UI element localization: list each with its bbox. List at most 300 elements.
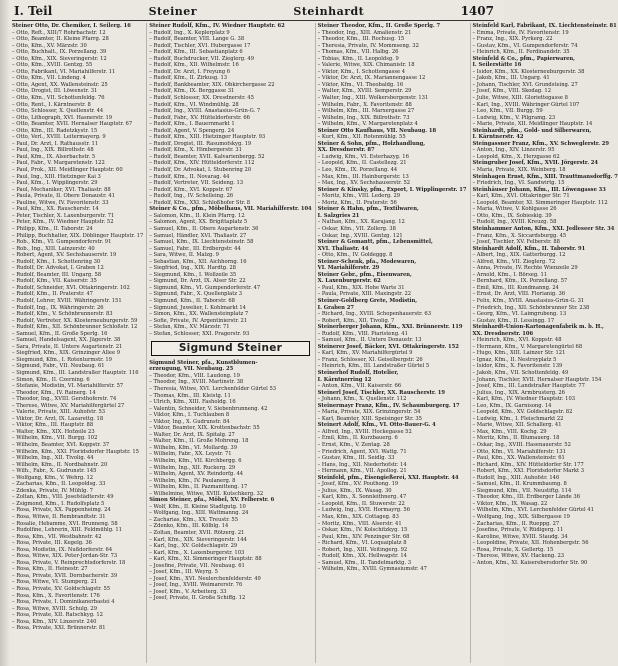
directory-entry: – Rudolf, Beamter, III. Ungarg. 58 [12,271,102,278]
directory-entry: – Peter, Kfm., IV. Wiedner Hauptstr. 52 [12,219,114,226]
directory-entry: – Rudolf, Kfm., XVI. Koppstr. 67 [149,186,233,193]
directory-entry: Steingassner Franz, Kfm., XV. Schweglerstr. 29 [472,140,610,147]
directory-entry: Steiner & Gomantt, pfm., Lebensmittel, [317,239,433,246]
directory-entry: – Siegmund, Kfm., I. Wollzeile 35 [149,271,237,278]
directory-entry: – Valerie, Witwe, XIX. Chimanistr. 18 [317,62,415,69]
directory-entry: – Siegmund, Kfm., I. Rotenturmstr. 19 [12,356,112,363]
directory-entry: – Rudolf, Kfm., II. Zirkusg. 13 [149,75,228,82]
directory-entry: – Josef, Ing., XVIII. Weimarerstr. 76 [149,582,243,589]
directory-entry: – Gustav, Kfm., II. Lessingg. 17 [472,317,555,324]
directory-entry: VI. Mariahilferstr. 29 [317,265,380,272]
column-4 [470,23,618,663]
directory-entry: – Wilhelm, Kfm., VII. Kirchbergg. 6 [149,458,242,464]
directory-entry: – Rudolf, Agent, V. Spengerg. 24 [149,127,235,134]
directory-entry: – Sara, Private, II. Untere Augartenstr. 21 [12,343,123,350]
directory-entry: – Rudolfine, Lehrerin, XIII. Feldmühlg. 11 [12,527,122,534]
directory-entry: – Jakob, Kfm., VII. Schottenfeldg. 49 [472,369,569,376]
directory-entry: – Viktor, Ing., X. Gudrunstr. 84 [149,418,230,425]
directory-entry: – Johann, Tischler, XVII. Hernalser Hauptstr. 154 [472,376,602,383]
directory-entry: – Stefanie, Modistin, VI. Mariahilferstr. 57 [12,383,124,390]
directory-entry: – Wilhelm, Kfm., II. Pazmanitteng. 17 [149,484,248,491]
directory-entry: – Franz, Schlosser, XI. Geiselbergstr. 26 [317,356,423,363]
directory-entry: – Otto, Schlosser, X. Quellenstr. 44 [12,108,104,115]
directory-entry: – Otto, Drogist, III. Löwenstr. 31 [12,88,98,95]
directory-entry: – Max, Kfm., XIX. Cottageg. 83 [317,514,399,521]
page-header [14,3,494,19]
directory-entry: – Wilhelm, Fabr., X. Favoritenstr. 88 [317,101,412,108]
directory-entry: – Sigmund, Dr. Arzt, IX. Alser Str. 22 [149,278,246,285]
directory-entry: – Wilhelm, Kfm., VII. Burgg. 102 [12,435,98,442]
directory-entry: – Maria, Private, XIX. Grinzingerstr. 54 [317,409,421,416]
directory-entry: – Wilhelm, Agent, XV. Reindorfg. 44 [149,471,244,478]
directory-entry: – Rosa, Kfm., VII. Westbahnstr. 42 [12,533,102,540]
directory-entry: Steinhagen Ernst, Kfm., XIII. Trauttmansdorffg. 7 [472,173,618,180]
directory-entry: – Ernst, Kfm., V. Zentag. 28 [317,442,390,448]
directory-entry: Steinhardt-Union-Kartonagenfabrik m. b. H., [472,324,604,331]
directory-entry: – Robert, Agent, XV. Sechshauserstr. 19 [12,252,117,259]
directory-entry: – Julius, Kfm., IX. Wasag. 30 [317,487,392,494]
directory-entry: – Rudolf, Kfm., II. Novarag. 44 [149,173,230,180]
directory-entry: Simon Steiner, pfa., Möbel, XV. Felberstr. 6 [149,497,275,504]
directory-entry: – Arnold, Kfm., I. Börseg. 11 [472,271,548,278]
directory-entry: – Friedrich, Ing., XII. Schönbrunner Str. 238 [472,304,590,311]
directory-entry: – Otto, Kfm., XIX. Sieveringerstr. 12 [12,55,107,62]
directory-entry: – Sigmund, Fabr., VII. Neubaug. 61 [12,363,105,370]
directory-entry: – Theodor, Kfm., VIII. Laudong. 19 [149,372,240,379]
directory-entry: – Rosa, Private, XVII. Dornbacherstr. 39 [12,572,118,579]
directory-entry: – Karl, Kfm., XVI. Ottakringer Str. 71 [472,193,570,200]
directory-entry: – Zdenka, Private, IV. Mühlg. 7 [12,487,93,494]
directory-entry: – Rudolf, Kfm., XII. Wilhelmstr. 16 [149,62,239,69]
directory-entry: – Karl, Kfm., XV. Mariahilfergürtel 9 [317,350,413,357]
directory-entry: – Theodor, Kfm., III. Rochusg. 15 [317,36,405,43]
directory-entry: – Leopold, Kfm., XV. Goldschlagstr. 82 [472,409,573,416]
directory-entry: Sigmund Steiner, pfa., Kunstblumen- [149,359,258,366]
directory-entry: – Otto, Kfm., VI. Mariahilferstr. 131 [472,448,566,455]
directory-entry: – Paul, Kfm., XX. Wallensteinstr. 61 [472,455,565,462]
directory-entry: – Rudolf, Beamter, XVII. Kalvarienbergg. 52 [149,153,265,160]
directory-entry: – Sigmund, Kfm., II. Taborstr. 68 [149,297,235,304]
directory-entry: – Tobias, Kfm., II. Leopoldsg. 9 [317,55,399,62]
directory-entry: – Josefine, Private, V. Rüdigerg. 11 [472,527,564,534]
directory-entry: – Heinrich, Kfm., XVI. Koppstr. 48 [472,337,562,344]
directory-entry: Steiner & Kinsky, pfm., Export, I. Wipplingerstr. 17 [317,186,467,193]
directory-entry: – Rudolf, Kfm., XX. Hellwagstr. 14 [317,553,407,560]
directory-entry: – Rudolf, Kfm., VI. Windmühlg. 28 [149,101,239,108]
directory-entry: – Therese, Witwe, XV. Mariahilfergürtel 27 [12,402,125,409]
column-3 [315,23,467,663]
directory-entry: – Ludwig, Ing., XVII. Hormayrg. 56 [317,507,411,514]
directory-entry: – Samuel, Kfm., IX. Liechtensteinstr. 58 [149,239,254,246]
directory-entry: – Rosa, Kfm., XIV. Linzerstr. 240 [12,618,97,625]
directory-entry: – Rosa, Kfm., X. Favoritenstr. 176 [12,592,100,599]
directory-entry: – Samuel, Händler, XVI. Thaliastr. 27 [149,232,247,239]
directory-entry: – Rudolf, Ing., XVIII. Anastasius-Grün-G. 7 [149,108,261,115]
directory-entry: – Gustav, Kfm., VI. Gumpendorferstr. 74 [472,42,578,49]
directory-entry: – Leopold, Kfm., X. Herzgasse 62 [472,153,560,160]
directory-entry: – Wilh., Fabr., X. Gudrunstr. 145 [12,468,97,475]
directory-entry: – Walter, Ing., XIII. Wolkersbergenstr. 131 [317,95,429,102]
directory-entry: I. Kärntnerstr. 42 [472,134,524,141]
directory-entry: – Zoltan, Kfm., VIII. Josefstädterstr. 49 [12,494,114,501]
directory-entry: – Wolfgang, Ing., XIX. Silbergasse 19 [472,514,570,521]
directory-entry: – Wilhelm, Kfm., III. Marxergasse 27 [317,108,415,115]
directory-entry: – Rosalie, Hebamme, XVI. Brunneng. 58 [12,520,118,527]
directory-entry: – Max, Kfm., III. Hainburgerstr. 13 [317,173,409,180]
directory-entry: – Rudolf, Schlosser, XX. Dresdnerstr. 45 [149,95,254,102]
directory-entry: Steinhardt, pfm., Gold- und Silberwaren, [472,127,592,134]
directory-entry: – Franz, Kfm., X. Siccardsburgg. 45 [472,232,567,239]
directory-entry: – Ludwig, Kfm., V. Pilgramg. 23 [472,114,556,121]
directory-entry: – Otto, Beamter, II. Kleine Pfarrg. 28 [12,36,109,43]
directory-entry: – Paul, Kfm., IX. Alserbachstr. 5 [12,153,96,160]
directory-entry: – Leo, Kfm., IX. Garnisong. 14 [472,402,552,409]
directory-entry: – Rudolf, Lehrer, XVIII. Währingerstr. 151 [12,297,122,304]
directory-entry: – Alfred, Ing., XVIII. Hockegasse 52 [317,428,412,435]
directory-entry: – Rudolf, Beamter, VIII. Lange G. 38 [149,36,245,43]
directory-entry: Steiner & Sohn, pfm., Holzhandlung, [317,140,426,147]
directory-entry: – Rosa, Modistin, IX. Nußdorferstr. 64 [12,546,113,553]
directory-entry: – Walter, Kfm., XIX. Hofzeile 23 [12,428,95,435]
directory-entry: – Oskar, Ing., XVIII. Gentzg. 121 [317,232,403,239]
directory-entry: – Rudolf, Kfm., IX. Berggasse 31 [149,88,235,95]
directory-entry: – Oskar, Kfm., VII. Zollerg. 38 [317,225,396,232]
directory-entry: – Rudolf, Kfm., XXI. Schloßhofer Str. 8 [149,199,251,206]
directory-entry: – Thomas, Kfm., III. Kleistg. 11 [149,392,231,399]
directory-entry: – Otto, Beamter, XVII. Hernalser Hauptstr. 67 [12,121,133,128]
directory-entry: – Karl, Ing., XV. Goldschlagstr. 29 [149,543,238,550]
column-1 [12,23,143,663]
directory-entry: I. Salzgries 21 [317,212,360,219]
directory-entry: – Viktor, Beamter, XIX. Krottenbachstr. 55 [149,425,260,432]
directory-entry: – Simon, Kfm., XX. Wallensteinplatz 7 [149,311,249,318]
directory-entry: – Ulrich, Kfm., XIII. Fasholdg. 16 [149,399,236,406]
directory-entry: – Rudolf, Dr. Arzt, I. Freyung 6 [149,68,230,75]
directory-entry: – Paula, Private, II. Obere Donaustr. 41 [12,193,115,200]
directory-entry: – Rudolf, Vertreter, VII. Seideng. 13 [149,180,244,187]
directory-entry: – Viktor, Kfm., I. Schottengasse 4 [317,68,406,75]
column-2 [146,23,311,663]
directory-entry: – Thomas, Kfm., VII. Halbg. 26 [317,49,399,56]
directory-entry: – Johann, Kfm., X. Quellenstr. 112 [317,396,407,403]
directory-entry: – Richard, Kfm., XIV. Hütteldorfer Str. 177 [472,461,584,468]
directory-entry: – Valentin, Schneider, V. Siebenbrunneng. 42 [149,405,268,412]
directory-entry: – Wilhelm, Kfm., IV. Paulanerg. 8 [149,477,236,484]
directory-entry: – Rosa, Private, XII. Ratschkyg. 12 [12,612,103,619]
directory-entry: – Anton, Ing., XIV. Linzerstr. 95 [472,147,555,154]
directory-entry: – Josefine, Private, VII. Neubaug. 61 [149,562,245,569]
directory-entry: – Karl, Ing., XVIII. Währinger Gürtel 107 [472,101,580,108]
directory-entry: – Rudolf, Vertreter, XX. Klosterneuburgerstr. 59 [12,317,138,324]
header-rule [12,20,494,21]
directory-entry: – Rudolf, Kfm., VII. Kaiserstr. 35 [12,278,97,285]
directory-entry: – Zoltan, Beamter, XVII. Rötzerg. 21 [149,530,245,537]
directory-entry: – Otto, Verl., XVIII. Leitermayerg. 9 [12,134,106,141]
directory-entry: Steinhardt Adolf, Kfm., II. Taborstr. 91 [472,245,586,252]
directory-entry: – Rosa, Private, XXI. Brünnerstr. 81 [12,625,106,632]
page-number: 1407 [460,4,494,18]
directory-entry: – Paul, Fabr., V. Margaretenstr. 122 [12,160,105,167]
directory-entry: – Samuel, Kfm., II. Tandelmarktg. 3 [317,559,412,566]
directory-entry: Steingruber Josef, Kfm., XVII. Jörgerstr. 24 [472,160,599,167]
directory-entry: – Therese, Witwe, XV. Hackeng. 23 [472,553,565,560]
directory-entry: Steinerberger Johann, Kfm., XXI. Brünnerstr. 119 [317,324,463,331]
directory-entry: – Karl, Kfm., XIX. Sieveringerstr. 144 [149,536,247,543]
directory-entry: – Samuel, Kfm., II. Untere Donaustr. 13 [317,337,422,344]
directory-entry: I. Graben 27 [317,304,354,311]
directory-entry: – Karl, Kfm., X. Sonnleithnerg. 47 [317,494,407,501]
directory-entry: – Paul, Ing., XIX. Billrothstr. 48 [12,147,94,154]
directory-entry: – Rudolf, Kfm., I. Schottenring 30 [12,258,101,265]
directory-entry: – Anton, Kfm., VII. Kaiserstr. 66 [317,383,402,390]
directory-entry: – Karoline, Witwe, XVIII. Staudg. 34 [472,533,568,540]
advertisement-box: Sigmund Steiner [151,341,309,356]
directory-entry: – Rudolf, Ing., X. Keplerplatz 9 [149,29,230,36]
directory-entry: – Rosa, Witwe, II. Rembrandtstr. 31 [12,514,106,521]
directory-entry: – Otto, Reft., XIII/7 Rohrbachstr. 12 [12,29,106,36]
directory-entry: – Rudolf, Kfm., VIII. Piaristeng. 41 [317,330,408,337]
directory-entry: – Heinrich, Kfm., III. Landstraßer Gürtel 5 [317,363,430,370]
directory-entry: – Josef, Kfm., XV. Pouthong. 19 [317,481,399,488]
directory-entry: – Zacharias, Kfm., II. Leopoldsg. 33 [12,481,106,488]
directory-entry: – Rudolf, Kfm., II. Praterstr. 47 [12,291,93,298]
directory-entry: – Rudolf, Kfm., XII. Schönbrunner Schloßstr. 12 [12,324,138,331]
directory-entry: – Leopold, Kfm., II. Stuwerstr. 22 [317,500,405,507]
directory-entry: – Leopold, Kfm., II. Castellezg. 21 [317,160,407,167]
directory-entry: – Rudolf, Ing., XIII. Auhofstr. 146 [472,474,560,481]
directory-entry: – Johann, Tischler, XVI. Grundsteing. 27 [472,81,578,88]
directory-entry: erzeugung, VII. Neubaug. 25 [149,366,234,373]
directory-entry: – Rudolf, Ing., XVIII. Kreuzg. 58 [472,219,557,226]
directory-entry: – Ludwig, Kfm., VI. Esterhazyg. 16 [317,153,409,160]
directory-entry: – Kurt, Kfm., XII. Rotenmühlg. 55 [317,134,406,141]
directory-entry: – Nathan, Kfm., XX. Karajang. 12 [317,219,405,226]
directory-entry: – Otto, Kfm., IV. Goldeggg. 8 [317,252,393,259]
directory-entry: – Rudolf, Tischler, XVI. Hubergasse 17 [149,42,251,49]
directory-entry: – Samuel, Handelsagent, XX. Jägerstr. 38 [12,337,121,344]
directory-entry: – Wolfgang, Ing., XIII. Wattmanng. 24 [149,510,249,517]
directory-entry: – Hermann, Kfm., V. Margaretengürtel 68 [472,343,583,350]
directory-entry: – Otto, Agent, XX. Wallensteinstr. 25 [12,81,108,88]
directory-entry: – Paul, Dr. Arzt, I. Rathausstr. 11 [12,140,99,147]
directory-entry: – Ignaz, Kfm., II. Nestroyplatz 5 [472,356,557,363]
directory-entry: – Karl, Kfm., XI. Simmeringer Hauptstr. 88 [149,556,262,563]
directory-entry: XX. Dresdnerstr. 106 [472,330,534,337]
directory-entry: Steinhäuser Johann, Kfm., III. Löwengasse 33 [472,186,606,193]
directory-entry: – Rosa, Witwe, VI. Stumperg. 21 [12,579,98,586]
directory-entry: – Sebastian, Kfm., XII. Aichhorng. 16 [149,258,247,265]
directory-entry: – Valerie, Private, XIII. Auhofstr. 53 [12,409,106,416]
directory-entry: – Alfred, Kfm., VII. Zieglerg. 72 [472,258,556,265]
directory-entry: – Simon, Kfm., II. Czerning. 6 [12,376,90,383]
directory-entry: – Ludwig, Kfm., I. Fleischmarkt 22 [472,415,564,422]
directory-entry: – Richard, Ing., XVIII. Schopenhauerstr. 63 [317,311,431,318]
directory-entry: – Viktor, Kfm., III. Hauptstr. 88 [12,422,94,429]
directory-entry: Steiner & Co., pfm., Möbelhaus, VII. Mariahilferstr. 104 [149,206,312,213]
directory-entry: Steiner & Hahn, pfm., Textilwaren, [317,206,419,213]
directory-entry: – Rudolf, Kfm., III. Sebastianplatz 6 [149,49,243,56]
directory-entry: I. Kärntnerring 12 [317,376,372,383]
directory-entry: – Ernst, Dr. Arzt, VIII. Florianig. 36 [472,291,566,298]
directory-entry: – Anna, Private, IV. Rechte Wienzeile 29 [472,265,578,272]
directory-entry: – Otto, Kfm., VII. Lindeng. 4 [12,75,86,82]
directory-entry: – Leopold, Beamter, XI. Simmeringer Hauptstr. 112 [472,199,608,206]
directory-entry: – Otto, Kfm., XV. Märzstr. 30 [12,42,87,49]
directory-entry: – Hans, Ing., XII. Niederhofstr. 14 [317,461,407,468]
directory-entry: – Samuel, Kfm., II. Große Sperlg. 16 [12,330,108,337]
directory-entry: – Otto, Kfm., VII. Schottenfeldg. 76 [12,95,105,102]
directory-entry: Steiner Gebr., pfm., Eisenwaren, [317,271,412,278]
directory-entry: – Josef, Kfm., XVI. Neulerchenfelderstr. 49 [149,575,261,582]
directory-entry: – Paul, Kfm., XIX. Hohe Warte 31 [317,284,405,291]
directory-entry: – Pauline, Witwe, IV. Favoritenstr. 33 [12,199,109,206]
directory-entry: – Marie, Witwe, XII. Schallerg. 41 [472,422,562,429]
directory-entry: – Wilhelm, Kfm., XVIII. Gymnasiumstr. 47 [317,566,427,573]
directory-entry: – Sigmund, Kfm., VI. Gumpendorferstr. 47 [149,284,261,291]
directory-entry: – Maria, Witwe, V. Kohlgasse 26 [472,206,557,213]
directory-entry: – Theodor, Kfm., IV. Rainerg. 14 [12,389,96,396]
directory-entry: – Theodor, Ing., XVIII. Gersthoferstr. 74 [12,396,117,403]
directory-entry: – Viktor, Kfm., VI. Theobaldg. 16 [317,81,404,88]
directory-entry: – Otto, Fabrikant, VI. Mariahilferstr. 11 [12,68,116,75]
directory-entry: – Rudolf, Fabr., XV. Hütteldorferstr. 66 [149,114,250,121]
directory-entry: – Peter, Tischler, X. Laxenburgerstr. 71 [12,212,115,219]
directory-entry: – Wilhelm, Ing., XIX. Billrothstr. 73 [317,114,410,121]
directory-entry: – Julie, Witwe, XIII. Gloriettegasse 8 [472,95,568,102]
directory-entry: – Leopoldine, Private, XII. Hohenbergstr. 56 [472,540,589,547]
directory-entry: – Samuel, Kfm., II. Krummbaumg. 8 [472,481,567,488]
directory-entry: – Otto, Kfm., IX. Sobieskig. 39 [472,212,552,219]
directory-entry: Steinfeld & Co., pfm., Papierwaren, [472,55,575,62]
directory-entry: – Rudolf, Kfm., XIV. Hütteldorferstr. 112 [149,160,255,167]
directory-entry: – Paul, Kfm., XIV. Penzinger Str. 68 [317,533,410,540]
directory-entry: Steinert Adolf, Kfm., VI. Otto-Bauer-G. 4 [317,422,436,429]
directory-entry: – Marie, Private, XII. Meidlinger Hauptstr. 14 [472,121,593,128]
directory-entry: – Julius, Ing., XIX. Armbrusterg. 26 [472,389,565,396]
directory-entry: – Wilhelmine, Witwe, XVIII. Kutschkerg. 32 [149,490,264,497]
directory-entry: – Rudolf, Ing., IX. Währingerstr. 26 [12,304,104,311]
directory-entry: Steiner-Goldberg Grete, Modistin, [317,297,418,304]
directory-entry: – Georg, Kfm., VI. Laimgrubeng. 13 [472,311,567,318]
directory-entry: – Wilhelm, Ing., XII. Tivolig. 44 [12,455,94,462]
directory-entry: – Walter, Kfm., II. Große Mohreng. 18 [149,438,249,445]
directory-entry: – Paul, Kfm., I. Wipplingerstr. 29 [12,180,98,187]
directory-entry: – Robert, Kfm., XII. Tivolig. 7 [317,317,395,324]
directory-entry: – Rosa, Private, XV. Goldschlagstr. 55 [12,586,111,593]
directory-entry: – Josef, Kfm., VIII. Skodag. 12 [472,88,552,95]
directory-entry: – Wilhelm, Kfm., VI. Mollardg. 39 [149,444,237,451]
directory-entry: – Sara, Witwe, II. Malzg. 9 [149,252,219,259]
directory-entry: – Otto, Lithograph, XVI. Hasnerstr. 19 [12,114,113,121]
directory-entry: I. Seilerstätte 16 [472,62,522,69]
directory-entry: – Robert, Kfm., XXI. Floridsdorfer Markt 3 [472,468,585,475]
binding-seam [0,0,10,666]
directory-entry: – Paul, Kfm., XX. Rauscherstr. 14 [12,206,99,213]
directory-entry: Steinerl Josef, Tischler, XX. Rauscherstr. 19 [317,389,445,396]
directory-entry: – Philipp, Kfm., II. Taborstr. 24 [12,225,93,232]
directory-entry: – Paula, Private, XIII. Maxingstr. 22 [317,291,412,298]
directory-entry: – Viktor, Kfm., I. Tuchlauben 8 [149,412,230,419]
directory-entry: – Moritz, Kfm., VIII. Alserstr. 41 [317,520,402,527]
directory-entry: – Leo, Kfm., IX. Porzellang. 44 [317,167,398,174]
directory-entry: – Hermann, Kfm., VII. Apollog. 21 [317,468,407,475]
directory-entry: – Max, Kfm., VIII. Kochg. 29 [472,428,547,435]
directory-entry: – Isidor, Kfm., XX. Klosterneuburgerstr. 38 [472,68,585,75]
directory-entry: – Rosa, Private, I. Dominikanerbastei 4 [12,599,115,606]
directory-entry: – Otto, Kfm., XVIII. Gentzg. 55 [12,62,93,69]
directory-entry: – Siegfried, Kfm., XIX. Grinzinger Allee 9 [12,350,121,357]
directory-entry: – Bernhard, Kfm., IX. Porzellang. 57 [472,278,568,285]
directory-entry: – Stefan, Schlosser, XXI. Pragerstr. 93 [149,330,250,337]
directory-entry: – Wilhelm, Beamter, XVI. Koppstr. 37 [12,442,110,448]
directory-entry: Steinfeld, pfm., Eisengießerei, XXI. Hauptstr. 44 [317,474,459,481]
directory-entry: Steiner Otto, Dr. Chemiker, I. Seilerg. 16 [12,23,131,29]
directory-entry: – Wilhelm, Fabr., XX. Leystr. 71 [149,451,232,458]
directory-entry: – Rudolf, Buchdrucker, VII. Zieglerg. 49 [149,55,254,62]
directory-entry: – Hugo, Kfm., XIII. Lainzer Str. 121 [472,350,566,357]
directory-entry: Steiner Theodor, Kfm., II. Große Sperlg. 7 [317,23,441,29]
directory-entry: – Theresia, Private, IV. Mommseng. 32 [317,42,419,49]
directory-entry: – Samuel, Fabr., III. Erdbergstr. 44 [149,245,241,252]
directory-entry: – Sigmund, Juwelier, I. Kohlmarkt 14 [149,304,246,311]
directory-entry: – Rudolf, Ing., IV. Schelleing. 26 [149,193,234,200]
directory-entry: – Josef, Private, II. Große Schiffg. 12 [149,595,246,602]
directory-entry: – Rudolf, Bankbeamter, XIX. Obkirchergasse 22 [149,81,275,88]
directory-entry: – Theodor, Ing., XIII. Amalienstr. 21 [317,29,412,36]
directory-entry: – Theodor, Kfm., III. Erdberger Lände 36 [472,494,580,501]
directory-entry: – Emil, Kfm., III. Kundmanng. 24 [472,284,559,291]
directory-entry: Steinermayr Franz, Kfm., IV. Schaumburgerg. 17 [317,402,460,409]
part-label: I. Teil [14,4,53,18]
directory-entry: Steiner-Schenk, pfa., Modewaren, [317,258,417,265]
directory-entry: – Gustav, Kfm., III. Seidlg. 33 [317,455,395,462]
running-head-right: Steinhardt [293,4,365,18]
directory-entry: – Viktor, Dr. Arzt, IX. Lazarettg. 18 [12,415,104,422]
directory-entry: X. Laxenburgerstr. 62 [317,278,381,285]
directory-entry: – Salomon, Agent, XX. Brigittaplatz 5 [149,219,248,226]
directory-entry: – Rosa, Witwe, XIX. Peter-Jordan-Str. 73 [12,553,118,560]
directory-entry: – Leo, Kfm., VII. Burgg. 59 [472,108,543,115]
directory-entry: – Wilhelm, Kfm., XXI. Floridsdorfer Hauptstr. 15 [12,448,139,455]
directory-entry: – Zacharias, Kfm., II. Rueppg. 27 [472,520,560,527]
directory-entry: – Emma, Private, IV. Favoritenstr. 19 [472,29,569,36]
directory-entry: Steinerer Josef, Bäcker, XVI. Ottakringerstr. 152 [317,343,459,350]
directory-entry: – Rudolf, Schneider, XVI. Ottakringerstr. 102 [12,284,130,291]
directory-entry: – Richard, Kfm., VI. Loquaiplatz 8 [317,540,407,547]
directory-entry: – Rudolf, Dr. Advokat, I. Stubenring 20 [149,167,252,174]
directory-entry: – Wilhelm, Kfm., V. Margaretenplatz 4 [317,121,418,128]
directory-entry: – Rosa, Private, XX. Pappenheimg. 24 [12,507,111,514]
directory-columns [12,23,618,663]
directory-entry: – Paul, Mechaniker, XVI. Thaliastr. 88 [12,186,111,193]
directory-entry: – Rosa, Private, V. Reinprechtsdorferstr. 18 [12,559,126,566]
directory-entry: – Rob., Ing., XIII. Lainzerstr. 40 [12,245,95,252]
directory-entry: – Friedrich, Agent, XVI. Wattg. 71 [317,448,407,455]
directory-entry: – Otto, Rent., I. Kärntnerstr. 8 [12,101,91,108]
directory-entry: – Josef, Tischler, XV. Felberstr. 88 [472,239,560,246]
directory-entry: – Josef, Kfm., V. Arbeiterg. 33 [149,588,227,595]
directory-entry: – Samuel, Kfm., II. Obere Augartenstr. 36 [149,225,259,232]
directory-entry: Steinfeld Karl, Fabrikant, IX. Liechtensteinstr. 81 [472,23,617,29]
directory-entry: – Moritz, Kfm., II. Blumauerg. 18 [472,435,560,442]
directory-entry: – Karl, Beamter, XIII. Speisinger Str. 35 [317,415,422,422]
directory-entry: – Sigmund, Kfm., III. Landstraßer Hauptstr. 116 [12,369,139,376]
directory-entry: – Josef, Kfm., III. Landstraßer Hauptstr. 77 [472,383,585,390]
directory-entry: Steinhammer Anton, Kfm., XXI. Jedleseer Str. 34 [472,225,615,232]
directory-entry: – Oskar, Kfm., IV. Kolschitzkyg. 15 [317,527,408,534]
directory-entry: – Karl, Kfm., X. Laxenburgerstr. 103 [149,549,245,556]
directory-entry: XX. Dresdnerstr. 87 [317,147,375,154]
